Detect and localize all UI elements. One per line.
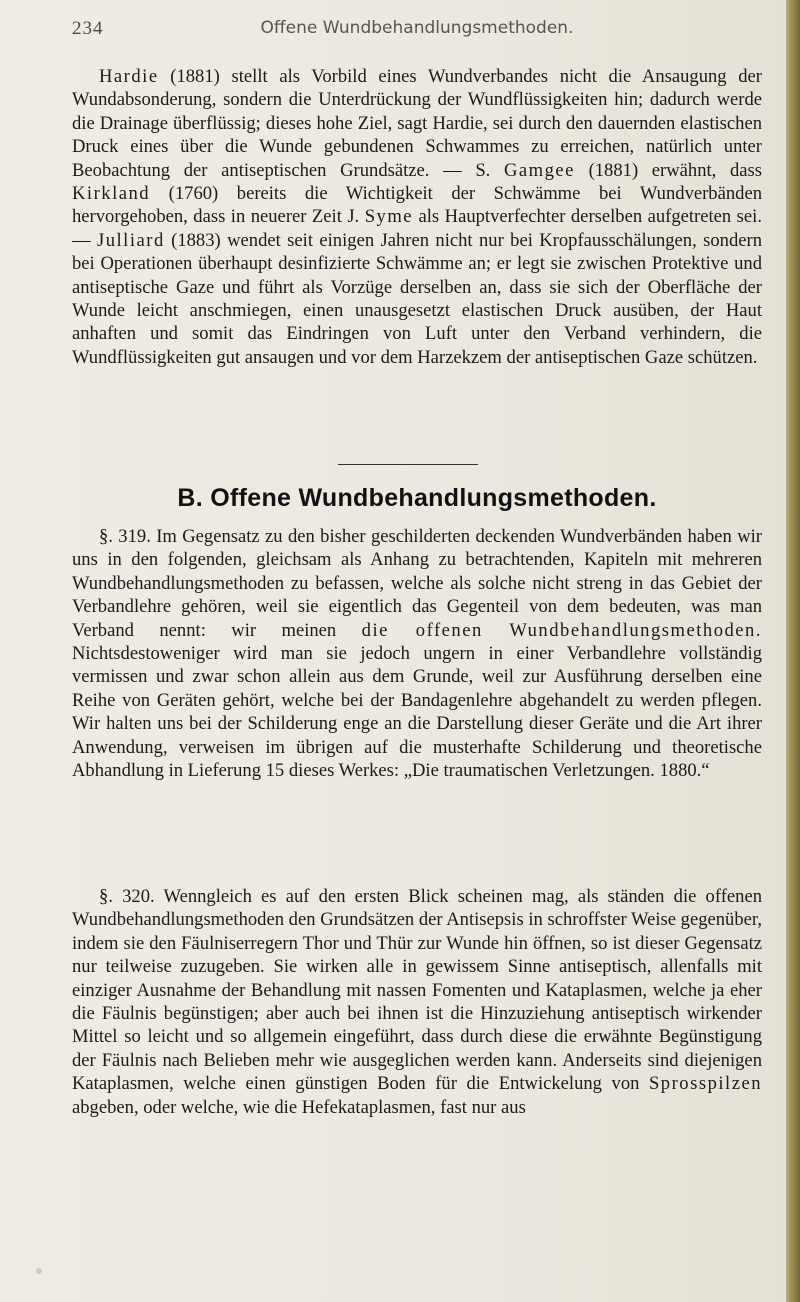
text-run: als Hauptverfechter derselben aufgetreten sei. — [72,206,762,251]
paragraph-hardie [72,65,762,369]
author-name: Kirkland [72,183,151,205]
page-number: 234 [72,18,104,39]
text-run: (1881) erwähnt, dass [574,159,762,181]
paragraph-319 [72,525,762,782]
page-header [72,18,762,46]
text-run: (1883) wendet seit einigen Jahren nicht nur bei Kropfausschälungen, sondern bei Operationen überhaupt desinfizierte Schwämme an; er legt sie zwischen Protektive und antiseptische Gaze und führt als Vorzüge derselben an, dass sie sich der Oberfläche der Wunde leicht anschmiegen, einen unausgesetzt elastischen Druck ausüben, der Haut anhaften und somit das Eindringen von Luft unter den Verband verhindern, die Wundflüssigkeiten gut ansaugen und vor dem Harzekzem der antiseptischen Gaze schützen. [72,229,762,368]
paragraph-text [72,65,762,369]
text-run: Nichtsdestoweniger wird man sie jedoch ungern in einer Verbandlehre vollständig vermissen und zwar schon allein aus dem Grunde, weil zur Ausführung derselben eine Reihe von Geräten gehört, welche bei der Bandagenlehre abgehandelt zu werden pflegen. Wir halten uns bei der Schilderung enge an die Darstellung dieser Geräte und die Art ihrer Anwendung, verweisen im übrigen auf die musterhafte Schilderung und theoretische Abhandlung in Lieferung 15 dieses Werkes: „Die traumatischen Verletzungen. 1880.“ [72,643,762,782]
section-divider [338,464,478,465]
author-name: Hardie [99,66,159,87]
section-heading: B. Offene Wundbehandlungsmethoden. [177,484,657,512]
paragraph-text [72,525,762,782]
author-name: Syme [364,206,414,228]
paper-speck [36,1268,42,1274]
text-run: (1760) bereits die Wichtigkeit der Schwämme bei Wundverbänden hervorgehoben, dass in neuerer Zeit J. [72,183,762,228]
text-run: §. 319. Im Gegensatz zu den bisher geschilderten deckenden Wundverbänden haben wir uns in den folgenden, gleichsam als Anhang zu betrachtenden, Kapiteln mit mehreren Wundbehandlungsmethoden zu befassen, welche als solche nicht streng in das Gebiet der Verbandlehre gehören, weil sie eigentlich das Gegenteil von dem bedeuten, was man Verband nennt: wir meinen [72,526,762,641]
emphasized-term: Sprosspilzen [648,1073,762,1095]
text-run: §. 320. Wenngleich es auf den ersten Blick scheinen mag, als ständen die offenen Wundbehandlungsmethoden den Grundsätzen der Antisepsis in schroffster Weise gegenüber, indem sie den Fäulniserregern Thor und Thür zur Wunde hin öffnen, so ist dieser Gegensatz nur teilweise zuzugeben. Sie wirken alle in gewissem Sinne antiseptisch, allenfalls mit einziger Ausnahme der Behandlung mit nassen Fomenten und Kataplasmen, welche ja eher die Fäulnis begünstigen; aber auch bei ihnen ist die Hinzuziehung antiseptisch wirkender Mittel so leicht und so allgemein eingeführt, dass durch diese die erwähnte Begünstigung der Fäulnis nach Belieben mehr wie ausgeglichen werden kann. Anderseits sind diejenigen Kataplasmen, welche einen günstigen Boden für die Entwickelung von [72,886,762,1095]
author-name: Julliard [96,229,165,251]
text-run: abgeben, oder welche, wie die Hefekataplasmen, fast nur aus [72,1096,526,1118]
author-name: Gamgee [503,159,575,181]
paragraph-text [72,885,762,1119]
running-title: Offene Wundbehandlungsmethoden. [260,18,574,38]
page-edge-shadow [786,0,800,1302]
emphasized-term: die offenen Wundbehandlungsmethoden. [361,619,762,641]
text-run: (1881) stellt als Vorbild eines Wundverbandes nicht die Ansaugung der Wundabsonderung, sondern die Unterdrückung der Wundflüssigkeiten hin; dadurch werde die Drainage überflüssig; dieses hohe Ziel, sagt Hardie, sei durch den dauernden elastischen Druck eines über die Wunde gebundenen Schwammes zu erreichen, natürlich unter Beobachtung der antiseptischen Grundsätze. — S. [72,66,762,181]
paragraph-320 [72,885,762,1119]
